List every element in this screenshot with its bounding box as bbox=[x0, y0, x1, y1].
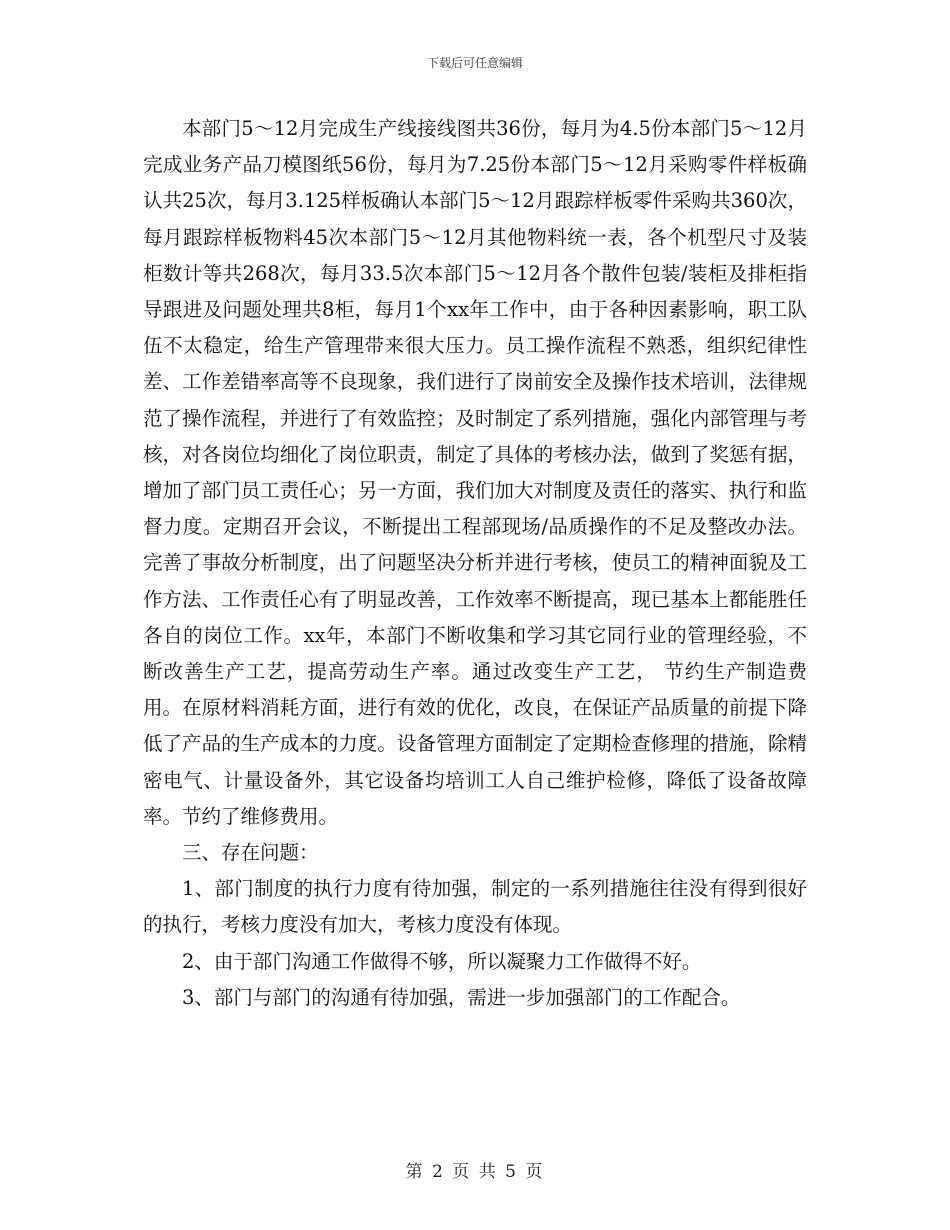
header-note: 下载后可任意编辑 bbox=[426, 56, 523, 70]
issue-item-2: 2、由于部门沟通工作做得不够，所以凝聚力工作做得不好。 bbox=[182, 949, 702, 973]
issue-item-1: 1、部门制度的执行力度有待加强，制定的一系列措施往往没有得到很好的执行，考核力度没有加大，考核力度没有体现。 bbox=[143, 877, 807, 937]
section-heading: 三、存在问题： bbox=[182, 841, 319, 865]
page-number: 第 2 页 共 5 页 bbox=[405, 1162, 545, 1182]
document-body bbox=[143, 111, 807, 1016]
body-paragraph: 本部门5～12月完成生产线接线图共36份，每月为4.5份本部门5～12月完成业务产品刀模图纸56份，每月为7.25份本部门5～12月采购零件样板确认共25次，每月3.125样板确认本部门5～12月跟踪样板零件采购共360次，每月跟踪样板物料45次本部门5～12月其他物料统一表，各个机型尺寸及装柜数计等共268次，每月33.5次本部门5～12月各个散件包装/装柜及排柜指导跟进及问题处理共8柜，每月1个xx年工作中，由于各种因素影响，职工队伍不太稳定，给生产管理带来很大压力。员工操作流程不熟悉，组织纪律性差、工作差错率高等不良现象，我们进行了岗前安全及操作技术培训，法律规范了操作流程，并进行了有效监控；及时制定了系列措施，强化内部管理与考核，对各岗位均细化了岗位职责，制定了具体的考核办法，做到了奖惩有据，增加了部门员工责任心；另一方面，我们加大对制度及责任的落实、执行和监督力度。定期召开会议，不断提出工程部现场/品质操作的不足及整改办法。完善了事故分析制度，出了问题坚决分析并进行考核，使员工的精神面貌及工作方法、工作责任心有了明显改善，工作效率不断提高，现已基本上都能胜任各自的岗位工作。xx年，本部门不断收集和学习其它同行业的管理经验，不断改善生产工艺，提高劳动生产率。通过改变生产工艺， 节约生产制造费用。在原材料消耗方面，进行有效的优化，改良，在保证产品质量的前提下降低了产品的生产成本的力度。设备管理方面制定了定期检查修理的措施，除精密电气、计量设备外，其它设备均培训工人自己维护检修，降低了设备故障率。节约了维修费用。 bbox=[143, 117, 807, 828]
issue-item-3: 3、部门与部门的沟通有待加强，需进一步加强部门的工作配合。 bbox=[182, 985, 741, 1009]
